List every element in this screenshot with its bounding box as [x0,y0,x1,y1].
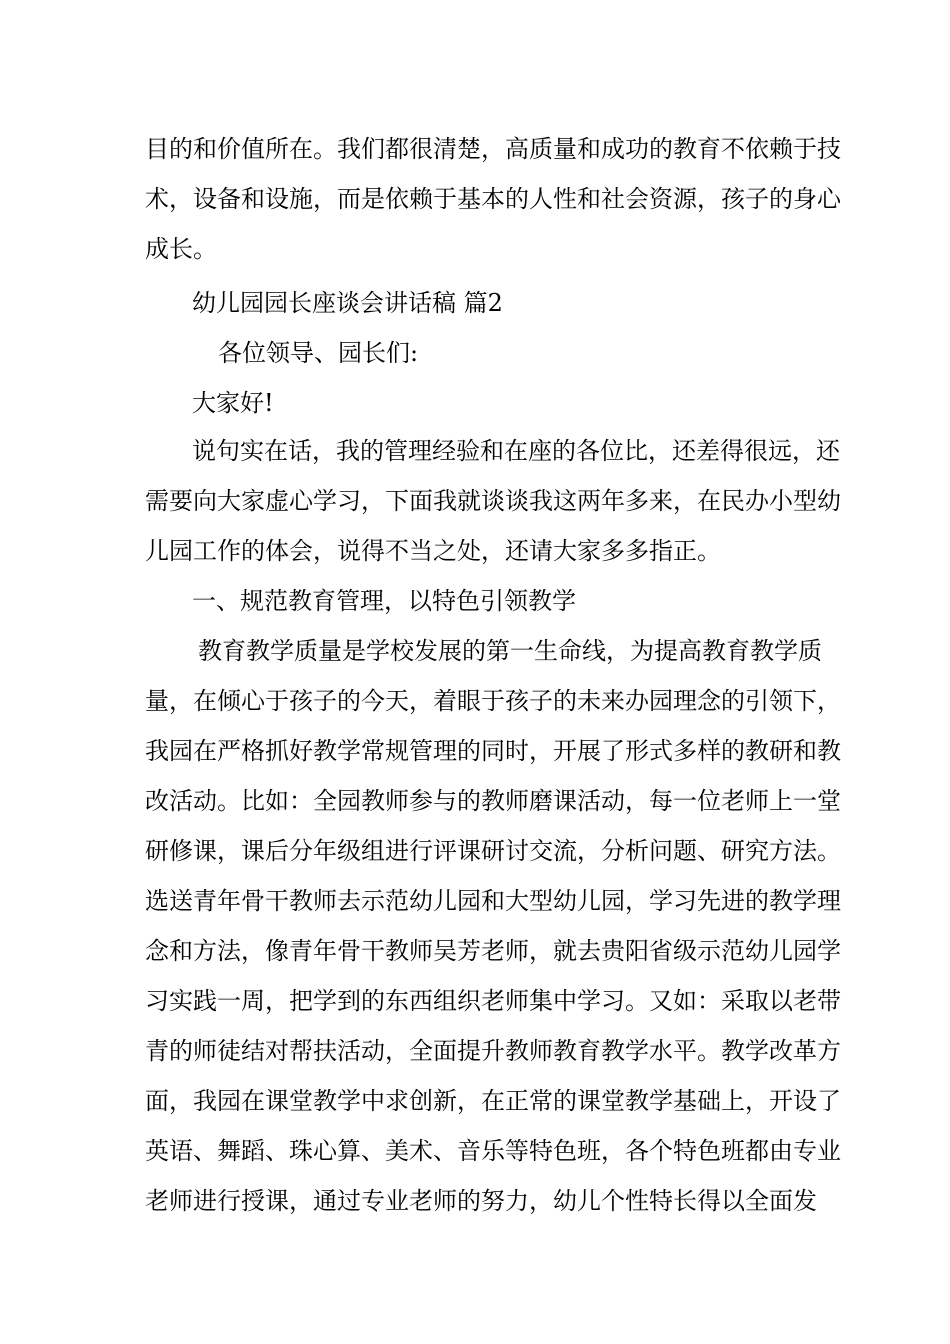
paragraph-line: 儿园工作的体会，说得不当之处，还请大家多多指正。 [145,537,721,565]
paragraph-line: 目的和价值所在。我们都很清楚，高质量和成功的教育不依赖于技 [145,135,841,163]
paragraph-line: 术，设备和设施，而是依赖于基本的人性和社会资源，孩子的身心 [145,185,841,213]
paragraph-line: 研修课，课后分年级组进行评课研讨交流，分析问题、研究方法。 [145,837,841,865]
greeting: 大家好! [192,389,274,417]
paragraph-line: 量，在倾心于孩子的今天，着眼于孩子的未来办园理念的引领下， [145,687,841,715]
salutation: 各位领导、园长们: [218,339,419,367]
paragraph-line: 我园在严格抓好教学常规管理的同时，开展了形式多样的教研和教 [145,737,841,765]
paragraph-line: 老师进行授课，通过专业老师的努力，幼儿个性特长得以全面发 [145,1187,817,1215]
section-heading: 幼儿园园长座谈会讲话稿 篇2 [192,289,503,317]
subsection-heading: 一、规范教育管理，以特色引领教学 [192,587,576,615]
paragraph-line: 念和方法，像青年骨干教师吴芳老师，就去贵阳省级示范幼儿园学 [145,937,841,965]
paragraph-line: 英语、舞蹈、珠心算、美术、音乐等特色班，各个特色班都由专业 [145,1137,841,1165]
paragraph-line: 需要向大家虚心学习，下面我就谈谈我这两年多来，在民办小型幼 [145,487,841,515]
paragraph-line: 习实践一周，把学到的东西组织老师集中学习。又如：采取以老带 [145,987,841,1015]
paragraph-line: 教育教学质量是学校发展的第一生命线，为提高教育教学质 [198,637,822,665]
paragraph-line: 改活动。比如：全园教师参与的教师磨课活动，每一位老师上一堂 [145,787,841,815]
paragraph-line: 选送青年骨干教师去示范幼儿园和大型幼儿园，学习先进的教学理 [145,887,841,915]
paragraph-line: 面，我园在课堂教学中求创新，在正常的课堂教学基础上，开设了 [145,1087,841,1115]
paragraph-line: 青的师徒结对帮扶活动，全面提升教师教育教学水平。教学改革方 [145,1037,841,1065]
paragraph-line: 说句实在话，我的管理经验和在座的各位比，还差得很远，还 [192,437,840,465]
paragraph-line: 成长。 [145,235,217,263]
